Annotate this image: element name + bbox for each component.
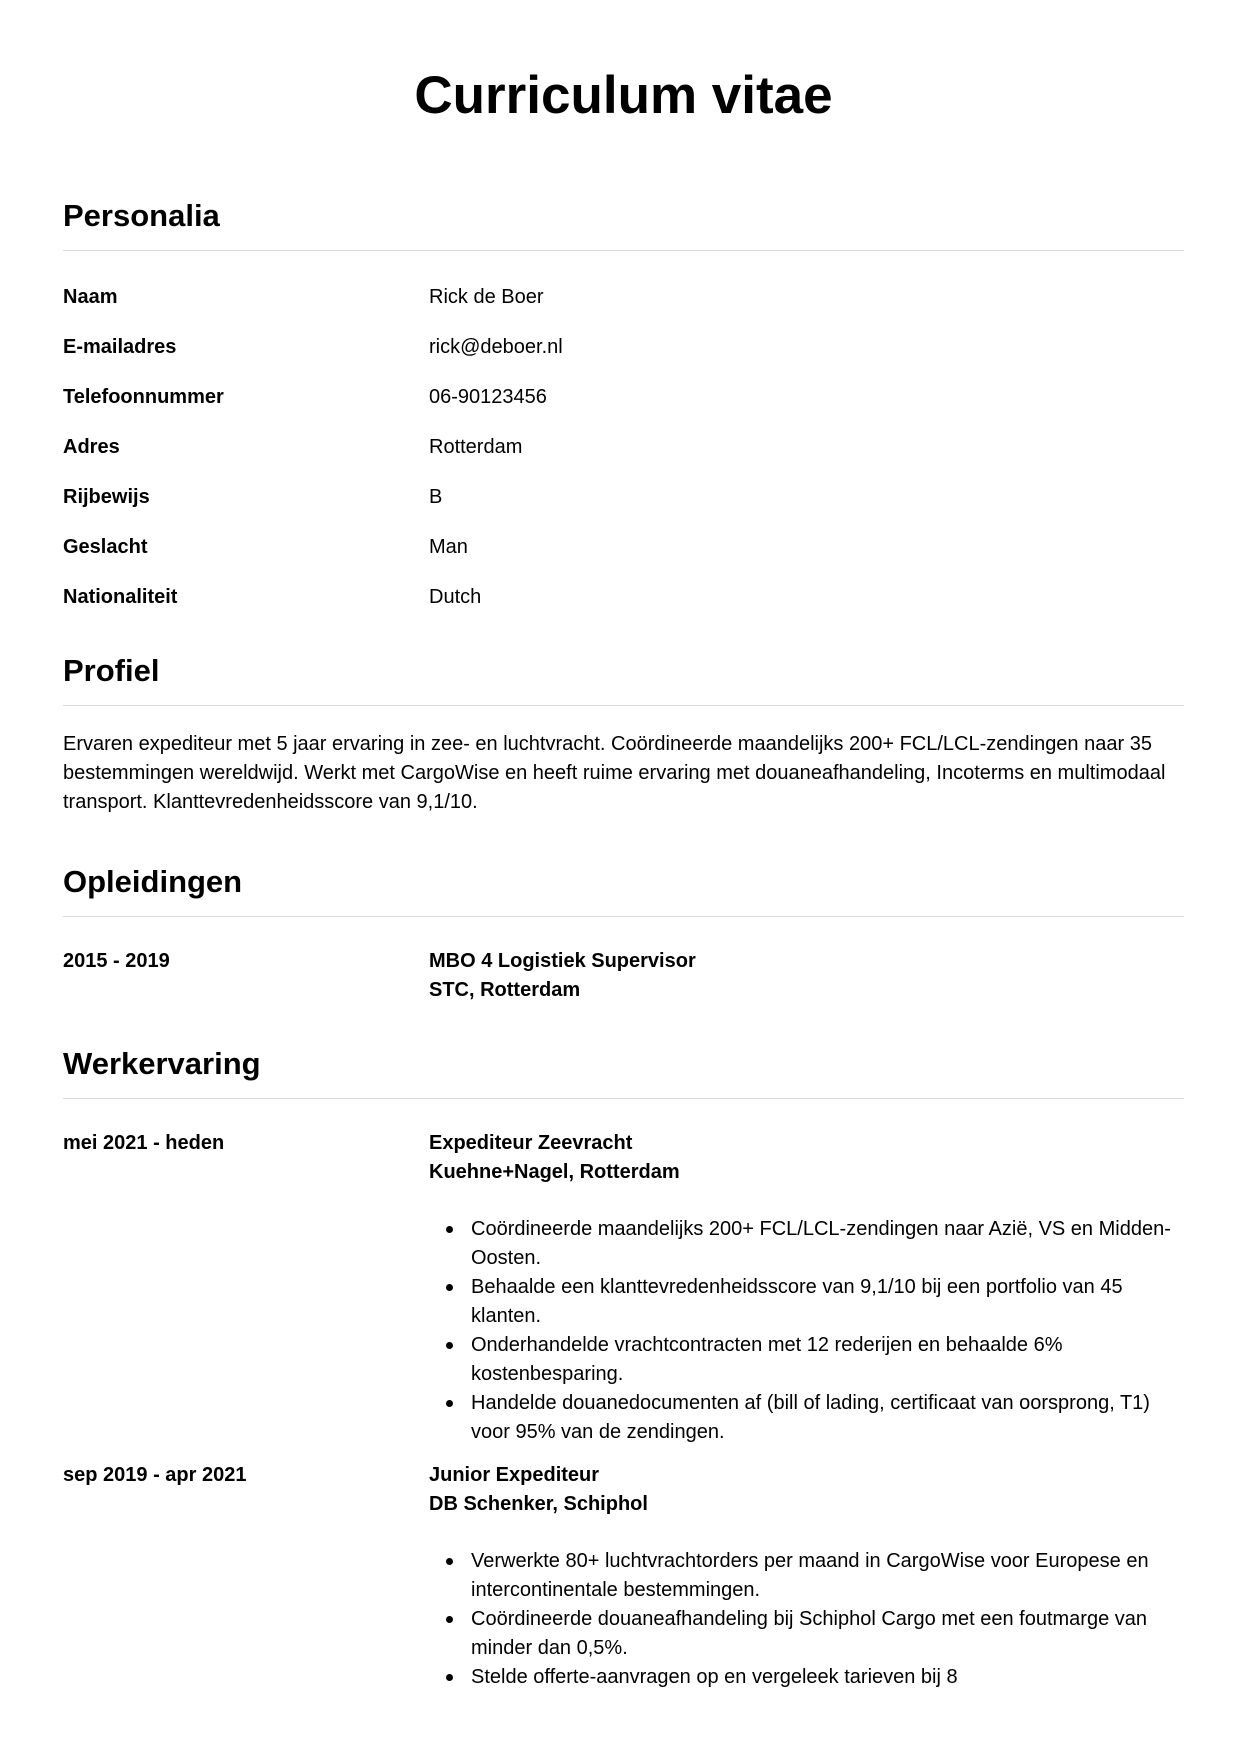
document-title: Curriculum vitae — [414, 66, 833, 125]
bullet-dot — [446, 1558, 453, 1565]
work-period: sep 2019 - apr 2021 — [63, 1464, 247, 1486]
bullet-text: Coördineerde douaneafhandeling bij Schiphol Cargo met een foutmarge van minder dan 0,5%. — [471, 1608, 1148, 1659]
personalia-row-naam — [63, 283, 1184, 333]
field-label: Geslacht — [63, 536, 148, 558]
bullet-text: Stelde offerte-aanvragen op en vergeleek tarieven bij 8 — [471, 1666, 958, 1688]
field-value: Rick de Boer — [429, 286, 544, 308]
job-title: Junior Expediteur — [429, 1464, 600, 1486]
education-detail — [429, 947, 1184, 1005]
profile-summary: Ervaren expediteur met 5 jaar ervaring in zee- en luchtvracht. Coördineerde maandelijks 200+ FCL/LCL-zendingen naar 35 bestemmingen wereldwijd. Werkt met CargoWise en heeft ruime ervaring met douaneafhandeling, Incoterms en multimodaal transport. Klanttevredenheidsscore van 9,1/10. — [63, 733, 1166, 813]
personalia-row-nationaliteit — [63, 583, 1184, 633]
section-profiel — [63, 651, 1184, 817]
section-werkervaring — [63, 1044, 1184, 1692]
list-item — [429, 1215, 1184, 1273]
list-item — [429, 1273, 1184, 1331]
bullet-dot — [446, 1226, 453, 1233]
employer: Kuehne+Nagel, Rotterdam — [429, 1161, 680, 1183]
employer: DB Schenker, Schiphol — [429, 1493, 648, 1515]
bullet-dot — [446, 1284, 453, 1291]
work-entry — [63, 1129, 1184, 1447]
personalia-row-email — [63, 333, 1184, 383]
list-item — [429, 1605, 1184, 1663]
section-opleidingen — [63, 862, 1184, 1005]
field-label: E-mailadres — [63, 336, 177, 358]
list-item — [429, 1331, 1184, 1389]
bullet-dot — [446, 1400, 453, 1407]
bullet-text: Verwerkte 80+ luchtvrachtorders per maand in CargoWise voor Europese en intercontinentale bestemmingen. — [471, 1550, 1149, 1601]
field-label: Telefoonnummer — [63, 386, 224, 408]
list-item — [429, 1663, 1184, 1692]
bullet-text: Coördineerde maandelijks 200+ FCL/LCL-zendingen naar Azië, VS en Midden-Oosten. — [471, 1218, 1171, 1269]
work-period: mei 2021 - heden — [63, 1132, 225, 1154]
field-label: Rijbewijs — [63, 486, 150, 508]
section-personalia — [63, 196, 1184, 633]
personalia-row-telefoon — [63, 383, 1184, 433]
work-entry — [63, 1461, 1184, 1692]
bullet-text: Handelde douanedocumenten af (bill of lading, certificaat van oorsprong, T1) voor 95% van de zendingen. — [471, 1392, 1150, 1443]
section-divider — [63, 705, 1184, 706]
field-value: Man — [429, 536, 468, 558]
cv-page — [63, 0, 1184, 1688]
education-title: MBO 4 Logistiek Supervisor — [429, 950, 696, 972]
field-label: Nationaliteit — [63, 586, 178, 608]
bullet-text: Onderhandelde vrachtcontracten met 12 rederijen en behaalde 6% kostenbesparing. — [471, 1334, 1063, 1385]
personalia-row-rijbewijs — [63, 483, 1184, 533]
field-label: Naam — [63, 286, 118, 308]
education-school: STC, Rotterdam — [429, 979, 581, 1001]
work-detail — [429, 1129, 1184, 1447]
section-heading-profiel: Profiel — [63, 653, 160, 688]
field-value: 06-90123456 — [429, 386, 547, 408]
education-entry — [63, 947, 1184, 1005]
list-item — [429, 1547, 1184, 1605]
work-detail — [429, 1461, 1184, 1692]
section-heading-werkervaring: Werkervaring — [63, 1046, 261, 1081]
bullet-text: Behaalde een klanttevredenheidsscore van 9,1/10 bij een portfolio van 45 klanten. — [471, 1276, 1123, 1327]
list-item — [429, 1389, 1184, 1447]
field-value: rick@deboer.nl — [429, 336, 563, 358]
job-title: Expediteur Zeevracht — [429, 1132, 633, 1154]
field-label: Adres — [63, 436, 120, 458]
education-period: 2015 - 2019 — [63, 950, 170, 972]
field-value: B — [429, 486, 443, 508]
section-heading-opleidingen: Opleidingen — [63, 864, 243, 899]
bullet-dot — [446, 1616, 453, 1623]
bullet-dot — [446, 1674, 453, 1681]
field-value: Dutch — [429, 586, 482, 608]
section-divider — [63, 250, 1184, 251]
bullet-dot — [446, 1342, 453, 1349]
personalia-table — [63, 283, 1184, 633]
work-bullets — [429, 1215, 1184, 1447]
personalia-row-adres — [63, 433, 1184, 483]
section-divider — [63, 1098, 1184, 1099]
section-heading-personalia: Personalia — [63, 198, 220, 233]
section-divider — [63, 916, 1184, 917]
field-value: Rotterdam — [429, 436, 523, 458]
work-bullets — [429, 1547, 1184, 1692]
personalia-row-geslacht — [63, 533, 1184, 583]
